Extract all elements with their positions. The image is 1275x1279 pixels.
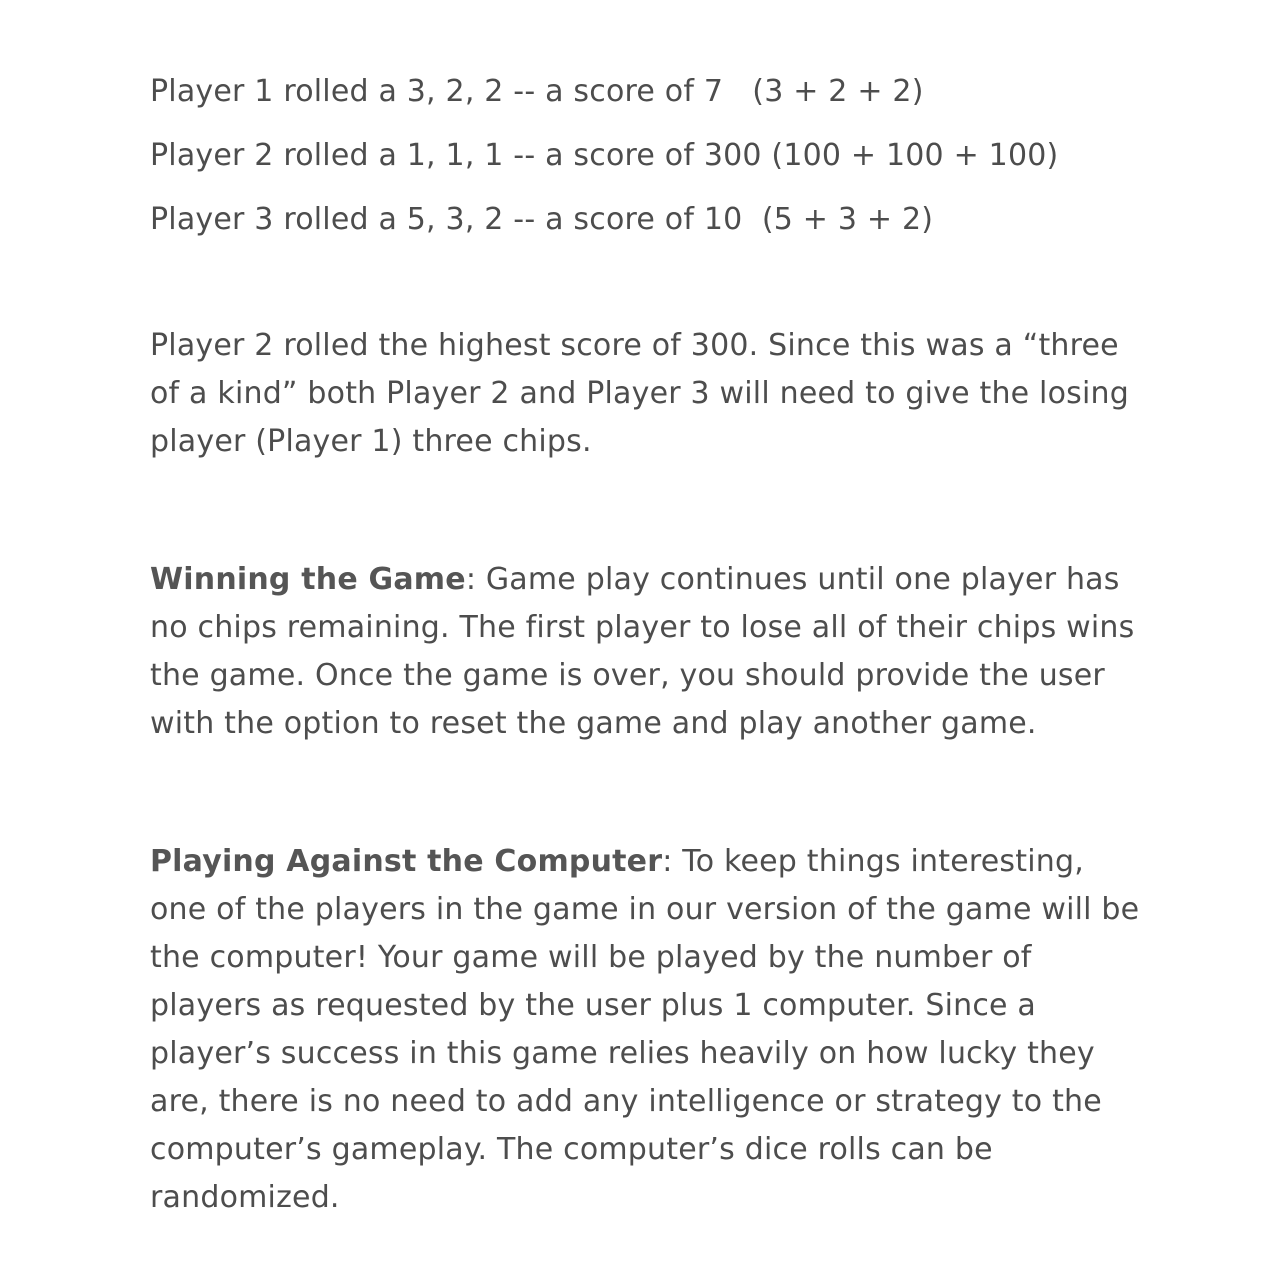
winning-paragraph — [150, 556, 1140, 748]
winning-heading: Winning the Game — [150, 562, 466, 597]
roll-line-player-3: Player 3 rolled a 5, 3, 2 -- a score of 10 (5 + 3 + 2) — [150, 202, 934, 237]
summary-paragraph: Player 2 rolled the highest score of 300. Since this was a “three of a kind” both Player 2 and Player 3 will need to give the losing player (Player 1) three chips. — [150, 328, 1129, 459]
computer-heading: Playing Against the Computer — [150, 844, 663, 879]
document-body — [150, 68, 1140, 1222]
roll-line-player-2: Player 2 rolled a 1, 1, 1 -- a score of 300 (100 + 100 + 100) — [150, 138, 1059, 173]
roll-line-player-1: Player 1 rolled a 3, 2, 2 -- a score of 7 (3 + 2 + 2) — [150, 74, 924, 109]
computer-body: : To keep things interesting, one of the players in the game in our version of the game will be the computer! Your game will be played by the number of players as requested by the user plus 1 computer. Since a player’s success in this game relies heavily on how lucky they are, there is no need to add any intelligence or strategy to the computer’s gameplay. The computer’s dice rolls can be randomized. — [150, 844, 1140, 1215]
computer-paragraph — [150, 838, 1140, 1222]
winning-body: : Game play continues until one player has no chips remaining. The first player to lose all of their chips wins the game. Once the game is over, you should provide the user with the option to reset the game and play another game. — [150, 562, 1135, 741]
